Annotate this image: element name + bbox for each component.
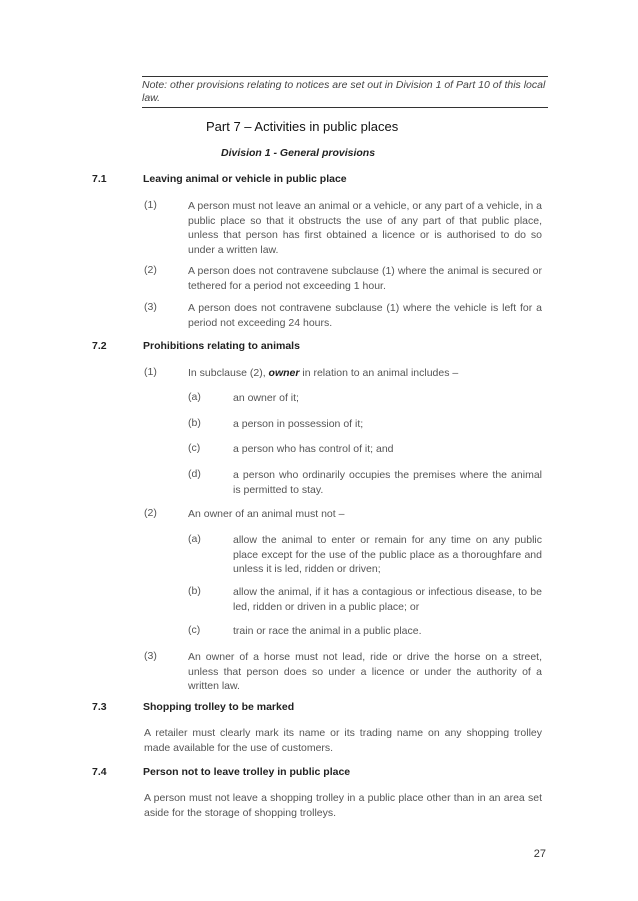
- section-title: Leaving animal or vehicle in public place: [143, 173, 347, 185]
- section-title: Person not to leave trolley in public place: [143, 766, 351, 778]
- item-text: train or race the animal in a public place.: [233, 625, 422, 637]
- section-text: A retailer must clearly mark its name or its trading name on any shopping trolley made available for the use of customers.: [144, 727, 542, 754]
- item-label: (d): [188, 468, 201, 480]
- item-label: (c): [188, 442, 201, 454]
- section-title: Shopping trolley to be marked: [143, 701, 295, 713]
- division-title: Division 1 - General provisions: [221, 147, 376, 159]
- subclause-label: (1): [144, 199, 157, 211]
- subclause-text: A person does not contravene subclause (1) where the animal is secured or tethered for a period not exceeding 1 hour.: [188, 265, 542, 292]
- section-number: 7.3: [92, 701, 107, 713]
- page-number: 27: [533, 848, 546, 860]
- note-text: Note: other provisions relating to notices are set out in Division 1 of Part 10 of this local law.: [142, 79, 546, 104]
- item-text: a person in possession of it;: [233, 418, 364, 430]
- section-number: 7.2: [92, 340, 107, 352]
- subclause-text: A person must not leave an animal or a vehicle, or any part of a vehicle, in a public place so that it obstructs the use of any part of that public place, unless that person has first obtained a licence or is authorised to do so under a written law.: [188, 200, 542, 256]
- item-text: an owner of it;: [233, 392, 299, 404]
- item-label: (a): [188, 533, 201, 545]
- subclause-label: (2): [144, 264, 157, 276]
- item-text: allow the animal, if it has a contagious or infectious disease, to be led, ridden or driven in a public place; or: [233, 586, 542, 613]
- note-box: [142, 76, 548, 108]
- part-title: Part 7 – Activities in public places: [206, 119, 399, 134]
- item-label: (a): [188, 391, 201, 403]
- item-text: a person who ordinarily occupies the premises where the animal is permitted to stay.: [233, 469, 542, 496]
- subclause-text: An owner of an animal must not –: [188, 508, 345, 520]
- item-text: allow the animal to enter or remain for any time on any public place except for the use of the public place as a thoroughfare and unless it is led, ridden or driven;: [233, 534, 542, 575]
- subclause-label: (3): [144, 301, 157, 313]
- section-text: A person must not leave a shopping trolley in a public place other than in an area set aside for the storage of shopping trolleys.: [144, 792, 542, 819]
- item-text: a person who has control of it; and: [233, 443, 394, 455]
- owner-term: owner: [268, 367, 300, 379]
- subclause-label: (3): [144, 650, 157, 662]
- section-title: Prohibitions relating to animals: [143, 340, 300, 352]
- subclause-text: A person does not contravene subclause (1) where the vehicle is left for a period not exceeding 24 hours.: [188, 302, 542, 329]
- item-label: (b): [188, 417, 201, 429]
- subclause-label: (1): [144, 366, 157, 378]
- item-label: (b): [188, 585, 201, 597]
- subclause-text-pre: In subclause (2),: [188, 367, 269, 379]
- subclause-label: (2): [144, 507, 157, 519]
- section-number: 7.1: [92, 173, 107, 185]
- section-number: 7.4: [92, 766, 107, 778]
- subclause-text: An owner of a horse must not lead, ride or drive the horse on a street, unless that person does so under a licence or under the authority of a written law.: [188, 651, 542, 692]
- subclause-text: [188, 366, 542, 381]
- subclause-text-post: in relation to an animal includes –: [299, 367, 459, 379]
- item-label: (c): [188, 624, 201, 636]
